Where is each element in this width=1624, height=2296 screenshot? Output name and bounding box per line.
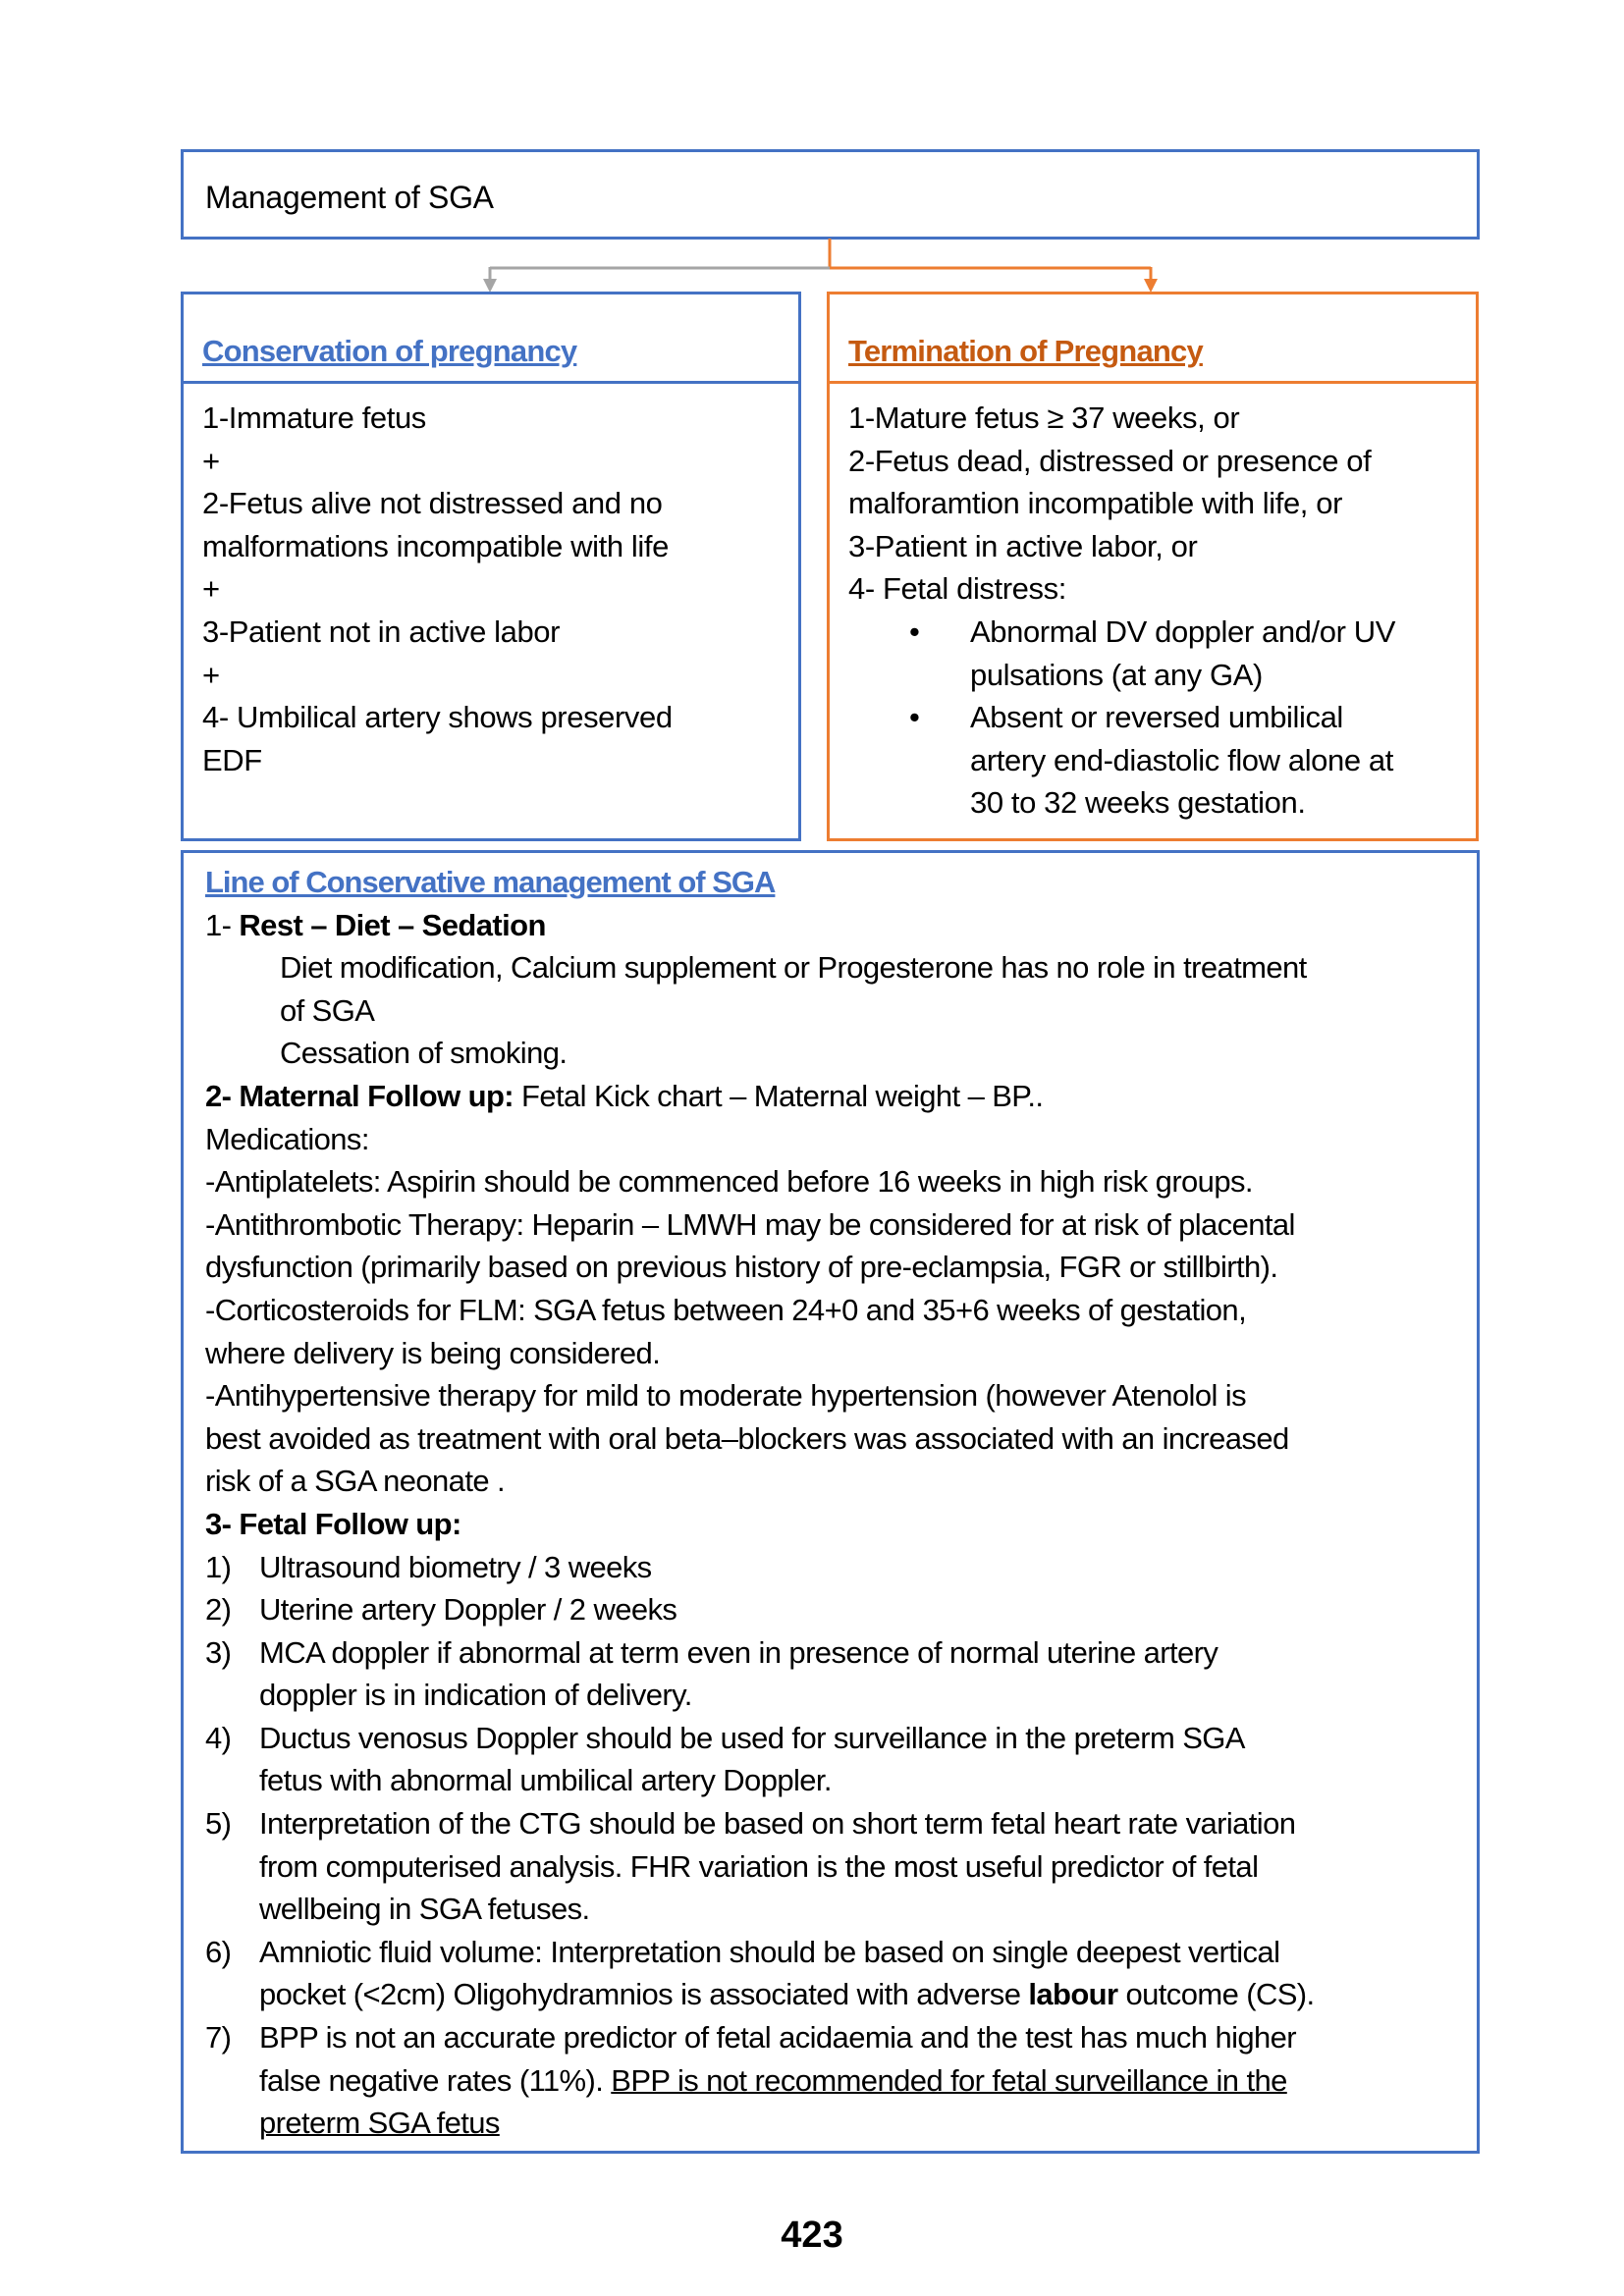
criteria-line: + — [202, 443, 220, 478]
criteria-line: 2-Fetus dead, distressed or presence of — [848, 443, 1372, 478]
text-line: Cessation of smoking. — [280, 1036, 568, 1071]
criteria-line: malformations incompatible with life — [202, 528, 669, 563]
management-title: Management of SGA — [205, 180, 494, 215]
criteria-line: malforamtion incompatible with life, or — [848, 486, 1342, 521]
management-title-box — [181, 149, 1480, 240]
conservation-heading: Conservation of pregnancy — [202, 334, 577, 368]
conservative-management-heading: Line of Conservative management of SGA — [205, 865, 776, 899]
conservation-criteria — [202, 397, 786, 781]
section-title: Rest – Diet – Sedation — [239, 907, 546, 942]
conservation-header — [184, 294, 798, 384]
medications-label: Medications: — [205, 1121, 369, 1156]
criteria-line: + — [202, 657, 220, 692]
section-rest-diet-sedation: 1- Rest – Diet – Sedation — [205, 907, 546, 942]
section-title: 2- Maternal Follow up: — [205, 1078, 514, 1113]
numbered-item: 4) Ductus venosus Doppler should be used for surveillance in the preterm SGA fetus with abnormal umbilical artery Doppler. — [205, 1720, 1245, 1798]
text-line: where delivery is being considered. — [205, 1335, 661, 1370]
criteria-line: + — [202, 571, 220, 607]
numbered-item: 3) MCA doppler if abnormal at term even in presence of normal uterine artery doppler is in indication of delivery. — [205, 1634, 1218, 1713]
criteria-line: 1-Immature fetus — [202, 400, 426, 435]
text-line: -Antithrombotic Therapy: Heparin – LMWH may be considered for at risk of placental — [205, 1206, 1295, 1242]
section-fetal-follow-up-title: 3- Fetal Follow up: — [205, 1506, 461, 1541]
termination-box — [827, 292, 1479, 841]
fetal-distress-bullets — [848, 611, 1464, 825]
criteria-line: 3-Patient not in active labor — [202, 614, 561, 649]
text-line: dysfunction (primarily based on previous history of pre-eclampsia, FGR or stillbirth). — [205, 1250, 1278, 1285]
numbered-item: 2) Uterine artery Doppler / 2 weeks — [205, 1592, 677, 1628]
page-number: 423 — [781, 2215, 843, 2256]
conservative-management-content — [205, 861, 1459, 2145]
numbered-item: 7) BPP is not an accurate predictor of fetal acidaemia and the test has much higher false negative rates (11%). BPP is not recommended for fetal surveillance in the preterm SGA fetus — [205, 2020, 1297, 2141]
termination-criteria — [848, 397, 1464, 825]
numbered-item: 6) Amniotic fluid volume: Interpretation should be based on single deepest vertical pocket (<2cm) Oligohydramnios is associated with adverse labour outcome (CS). — [205, 1934, 1315, 2012]
arrow-down-icon — [1144, 279, 1158, 293]
text-line: -Antiplatelets: Aspirin should be commenced before 16 weeks in high risk groups. — [205, 1164, 1253, 1200]
text-line: -Corticosteroids for FLM: SGA fetus between 24+0 and 35+6 weeks of gestation, — [205, 1292, 1247, 1327]
numbered-item: 5) Interpretation of the CTG should be based on short term fetal heart rate variation from computerised analysis. FHR variation is the most useful predictor of fetal wellbeing in SGA fetuses. — [205, 1806, 1296, 1927]
criteria-line: 4- Fetal distress: — [848, 571, 1066, 607]
bullet-item: • Absent or reversed umbilical artery end-diastolic flow alone at 30 to 32 weeks gestation. — [848, 696, 1464, 825]
conservation-box — [181, 292, 801, 841]
numbered-item: 1) Ultrasound biometry / 3 weeks — [205, 1549, 652, 1584]
emphasis-text: BPP is not recommended for fetal surveillance in the — [611, 2062, 1287, 2098]
emphasis-text: preterm SGA fetus — [259, 2106, 500, 2141]
text-line: best avoided as treatment with oral beta–blockers was associated with an increased — [205, 1420, 1289, 1456]
criteria-line: 2-Fetus alive not distressed and no — [202, 486, 663, 521]
criteria-line: EDF — [202, 742, 262, 777]
text-line: -Antihypertensive therapy for mild to moderate hypertension (however Atenolol is — [205, 1378, 1246, 1414]
conservative-management-box — [181, 850, 1480, 2154]
bullet-icon: • — [909, 700, 920, 735]
criteria-line: 3-Patient in active labor, or — [848, 528, 1198, 563]
criteria-line: 4- Umbilical artery shows preserved — [202, 700, 673, 735]
bullet-item: • Abnormal DV doppler and/or UV pulsations (at any GA) — [848, 611, 1464, 696]
criteria-line: 1-Mature fetus ≥ 37 weeks, or — [848, 400, 1240, 435]
text-line: risk of a SGA neonate . — [205, 1464, 505, 1499]
arrow-down-icon — [483, 279, 497, 293]
flowchart-connector — [0, 0, 1624, 294]
bullet-icon: • — [909, 614, 920, 649]
text-line: Diet modification, Calcium supplement or Progesterone has no role in treatment — [280, 950, 1307, 986]
termination-heading: Termination of Pregnancy — [848, 334, 1203, 368]
section-maternal-follow-up: 2- Maternal Follow up: Fetal Kick chart – Maternal weight – BP.. — [205, 1078, 1044, 1113]
termination-header — [830, 294, 1476, 384]
text-line: of SGA — [280, 992, 375, 1028]
